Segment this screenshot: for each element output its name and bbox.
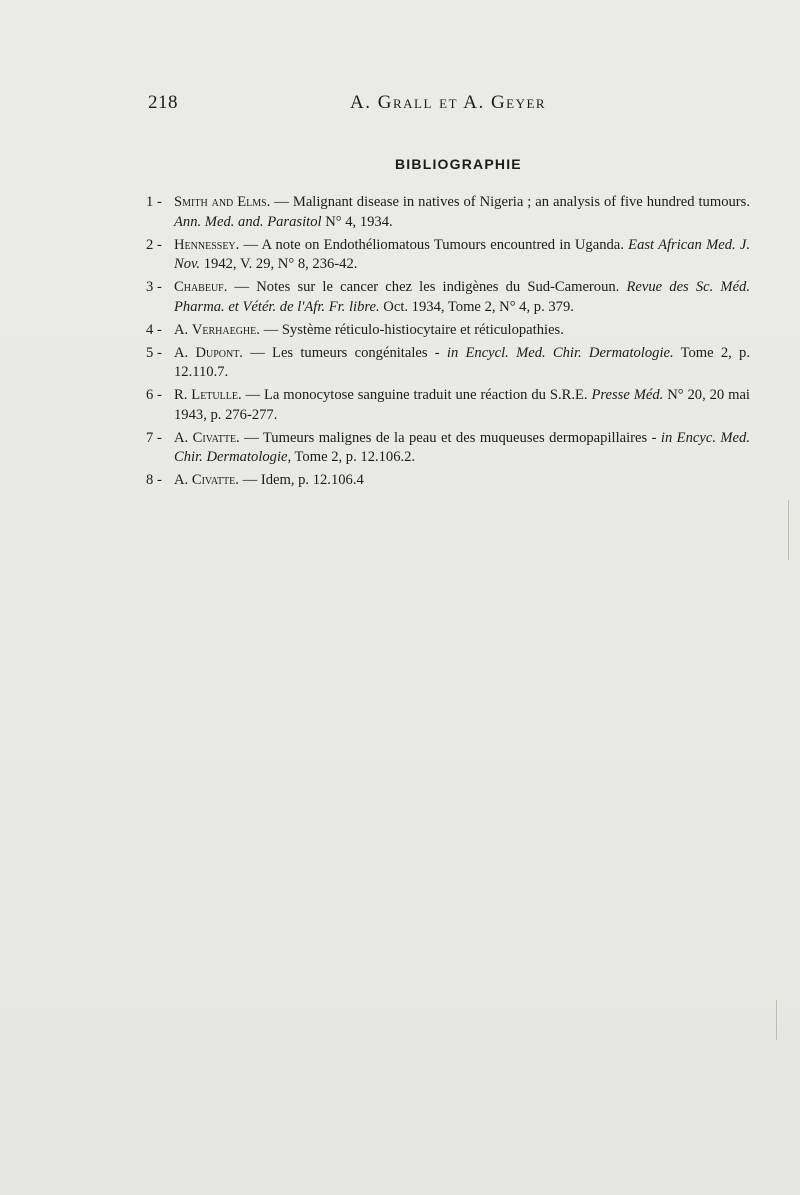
entry-source: Presse Méd. [591, 387, 664, 403]
bibliography-entry [146, 386, 750, 425]
page-number: 218 [148, 92, 178, 113]
entry-segment: — Tumeurs malignes de la peau et des muqueuses dermopapillaires - [239, 429, 661, 446]
entry-segment: A. [174, 321, 192, 338]
entry-number: 6 - [146, 387, 162, 403]
entry-text [174, 236, 750, 275]
entry-number: 8 - [146, 472, 162, 488]
entry-segment: Oct. 1934, Tome 2, N° 4, p. 379. [379, 298, 574, 315]
entry-author: Chabeuf. [174, 279, 228, 295]
entry-author: Smith and Elms. [174, 194, 271, 210]
entry-text [174, 278, 750, 317]
entry-segment: Tome 2, p. 12.110.7. [174, 344, 751, 380]
entry-number: 3 - [146, 279, 162, 295]
bibliography-entry [146, 321, 750, 341]
entry-text [174, 386, 750, 425]
entry-segment: A. [174, 344, 196, 361]
entry-segment: N° 4, 1934. [321, 213, 393, 230]
entry-segment: N° 20, 20 mai 1943, p. 276-277. [174, 387, 750, 423]
entry-number: 2 - [146, 236, 162, 253]
bibliography-list [146, 193, 750, 494]
entry-segment: — Les tumeurs congénitales - [242, 344, 447, 361]
bibliography-entry [146, 429, 750, 468]
entry-segment: — Idem, p. 12.106.4 [238, 472, 364, 488]
entry-segment: Tome 2, p. 12.106.2. [291, 449, 416, 465]
entry-author: Letulle. [191, 387, 242, 403]
entry-source: in Encyc. Med. Chir. Dermatologie, [174, 429, 750, 465]
entry-source: East African Med. J. Nov. [174, 236, 750, 272]
section-title: BIBLIOGRAPHIE [395, 156, 522, 172]
entry-text [174, 344, 750, 383]
entry-author: Hennessey. [174, 236, 240, 253]
entry-segment: 1942, V. 29, N° 8, 236-42. [200, 256, 358, 272]
entry-number: 7 - [146, 429, 162, 446]
bibliography-entry [146, 278, 750, 317]
bibliography-entry [146, 193, 750, 232]
entry-author: Dupont. [195, 344, 243, 361]
entry-segment: R. [174, 387, 192, 403]
entry-number: 5 - [146, 344, 162, 361]
entry-text [174, 471, 750, 491]
entry-source: Ann. Med. and. Parasitol [174, 213, 322, 230]
entry-segment: — Malignant disease in natives of Nigeria ; an analysis of five hundred tumours. [270, 194, 750, 210]
entry-number: 1 - [146, 194, 162, 210]
bibliography-entry [146, 471, 750, 491]
entry-text [174, 321, 750, 341]
bibliography-entry [146, 344, 750, 383]
entry-author: Civatte. [192, 429, 240, 446]
entry-author: Verhaeghe. [191, 321, 260, 338]
entry-source: Revue des Sc. Méd. Pharma. et Vétér. de l'Afr. Fr. libre. [174, 279, 751, 315]
running-header-authors: A. Grall et A. Geyer [350, 92, 547, 113]
entry-number: 4 - [146, 321, 162, 338]
entry-segment: A. [174, 429, 193, 446]
scan-mark [776, 1000, 777, 1040]
entry-segment: — A note on Endothéliomatous Tumours encountred in Uganda. [239, 236, 629, 253]
entry-author: Civatte. [191, 472, 239, 488]
entry-text [174, 429, 750, 468]
scan-mark [788, 500, 789, 560]
entry-text [174, 193, 750, 232]
entry-segment: — Notes sur le cancer chez les indigènes du Sud-Cameroun. [227, 279, 627, 295]
entry-source: in Encycl. Med. Chir. Dermatologie. [446, 344, 674, 361]
entry-segment: — La monocytose sanguine traduit une réaction du S.R.E. [241, 387, 592, 403]
bibliography-entry [146, 236, 750, 275]
entry-segment: A. [174, 472, 192, 488]
entry-segment: — Système réticulo-histiocytaire et réticulopathies. [259, 321, 564, 338]
